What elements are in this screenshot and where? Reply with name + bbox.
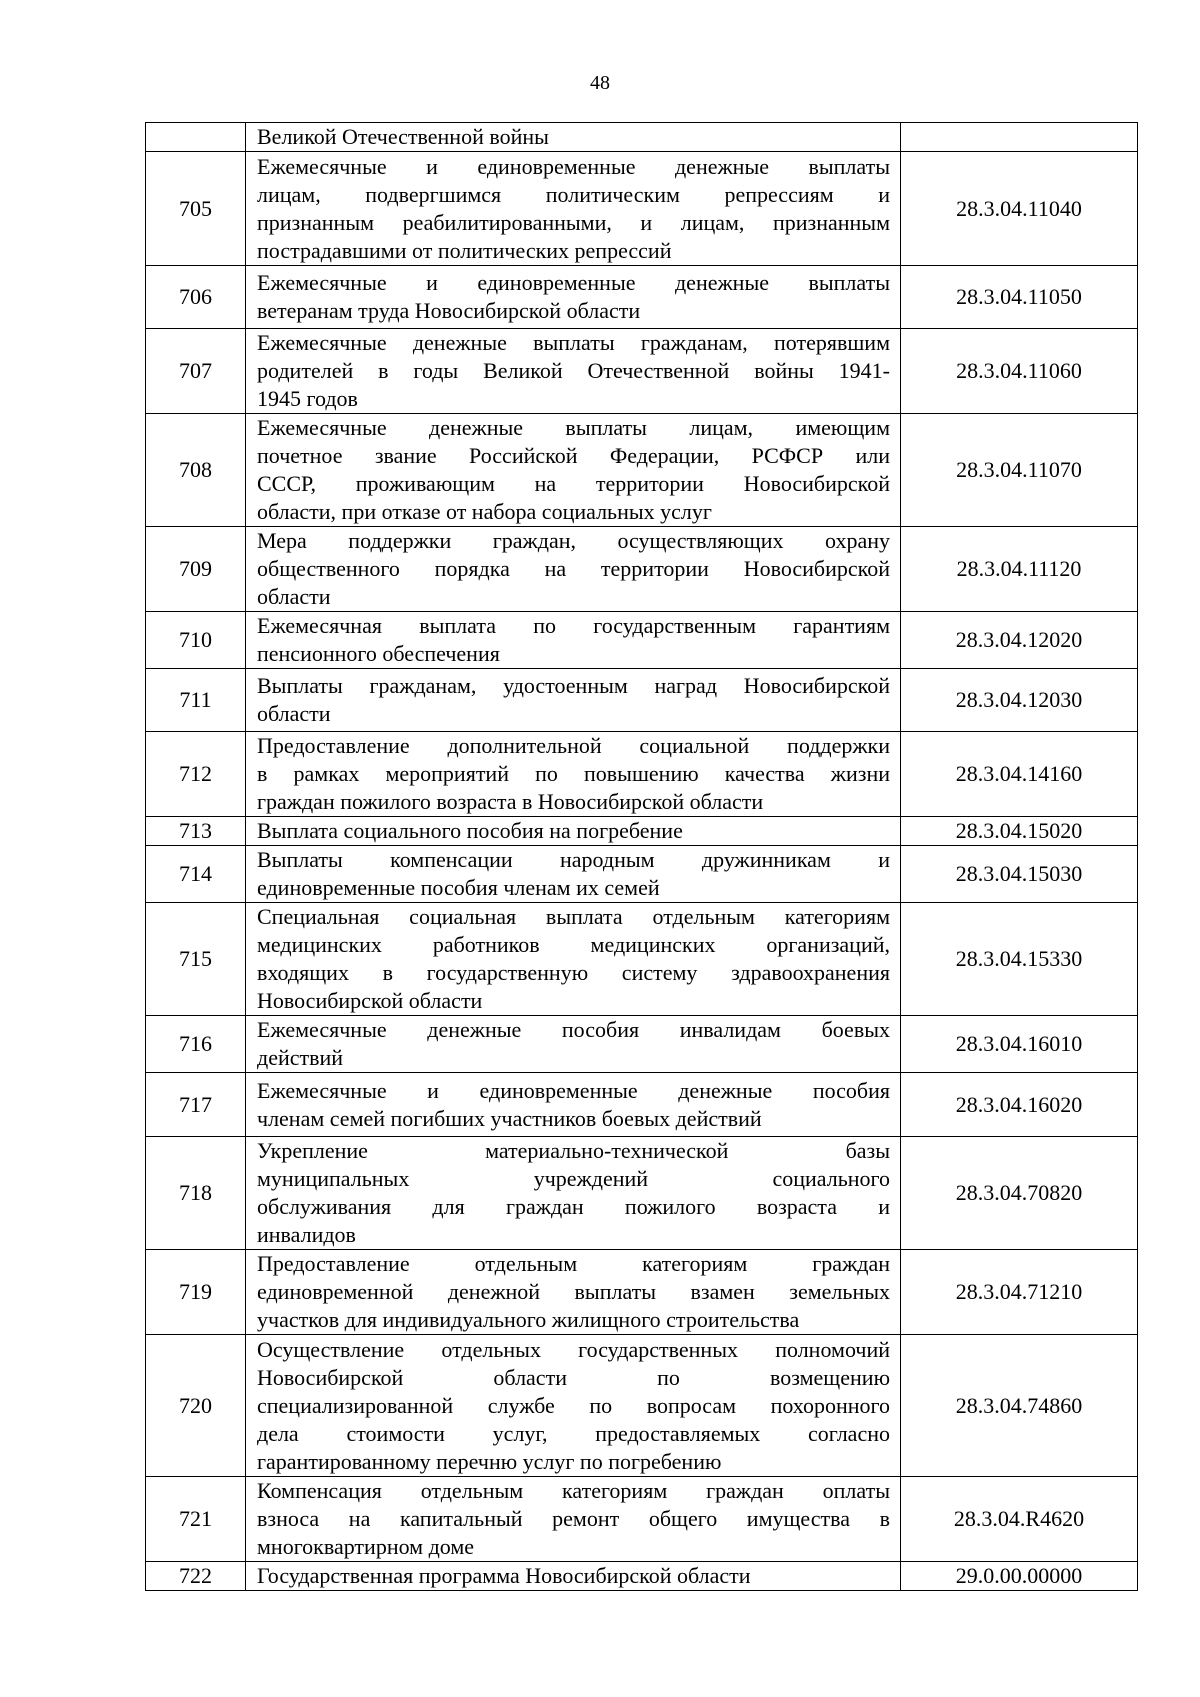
row-description (246, 414, 901, 527)
table-row (146, 1137, 1138, 1250)
description-line: пенсионного обеспечения (257, 641, 500, 666)
description-line: Ежемесячные денежные пособия инвалидам боевых (257, 1017, 890, 1042)
row-description (246, 1562, 901, 1591)
description-line: Выплаты компенсации народным дружинникам и (257, 847, 890, 872)
table-row (146, 527, 1138, 612)
description-line: граждан пожилого возраста в Новосибирской области (257, 789, 764, 814)
table-row (146, 123, 1138, 152)
row-description (246, 612, 901, 669)
row-code: 28.3.04.15020 (901, 817, 1138, 846)
description-line: Выплата социального пособия на погребение (257, 818, 683, 843)
description-line: членам семей погибших участников боевых действий (257, 1105, 762, 1131)
row-description (246, 527, 901, 612)
row-number: 714 (146, 846, 246, 903)
row-code: 28.3.04.70820 (901, 1137, 1138, 1250)
table-row (146, 329, 1138, 414)
table-row (146, 1335, 1138, 1477)
table-row (146, 152, 1138, 266)
row-code: 28.3.04.12020 (901, 612, 1138, 669)
description-line: медицинских работников медицинских организаций, (257, 932, 890, 957)
description-line: Государственная программа Новосибирской области (257, 1563, 751, 1588)
row-number: 708 (146, 414, 246, 527)
description-line: Осуществление отдельных государственных полномочий (257, 1336, 890, 1362)
description-line: многоквартирном доме (257, 1534, 475, 1559)
row-number: 713 (146, 817, 246, 846)
row-number: 720 (146, 1335, 246, 1477)
budget-classification-table (145, 122, 1138, 1591)
row-description (246, 732, 901, 817)
description-line: Новосибирской области (257, 988, 483, 1013)
row-code: 28.3.04.15030 (901, 846, 1138, 903)
table-row (146, 612, 1138, 669)
table-row (146, 1016, 1138, 1073)
description-line: области (257, 584, 331, 609)
row-description (246, 329, 901, 414)
description-line: участков для индивидуального жилищного строительства (257, 1307, 800, 1332)
row-number: 722 (146, 1562, 246, 1591)
row-description (246, 846, 901, 903)
row-number: 710 (146, 612, 246, 669)
row-code: 28.3.04.71210 (901, 1250, 1138, 1335)
description-line: Предоставление отдельным категориям граждан (257, 1251, 890, 1276)
description-line: области, при отказе от набора социальных услуг (257, 499, 712, 524)
row-code: 28.3.04.14160 (901, 732, 1138, 817)
description-line: единовременные пособия членам их семей (257, 875, 660, 900)
row-description (246, 1016, 901, 1073)
row-code: 28.3.04.R4620 (901, 1477, 1138, 1562)
row-code: 28.3.04.15330 (901, 903, 1138, 1016)
description-line: Ежемесячные и единовременные денежные пособия (257, 1077, 890, 1103)
table-row (146, 732, 1138, 817)
row-number: 717 (146, 1073, 246, 1137)
description-line: Ежемесячные денежные выплаты лицам, имеющим (257, 415, 890, 440)
description-line: Ежемесячная выплата по государственным гарантиям (257, 613, 890, 638)
row-code: 28.3.04.11120 (901, 527, 1138, 612)
description-line: родителей в годы Великой Отечественной войны 1941- (257, 358, 890, 383)
description-line: в рамках мероприятий по повышению качества жизни (257, 761, 890, 786)
row-number: 707 (146, 329, 246, 414)
description-line: обслуживания для граждан пожилого возраста и (257, 1194, 890, 1219)
table-row (146, 903, 1138, 1016)
description-line: Компенсация отдельным категориям граждан оплаты (257, 1478, 890, 1503)
row-number: 715 (146, 903, 246, 1016)
description-line: Ежемесячные и единовременные денежные выплаты (257, 270, 890, 295)
row-number: 711 (146, 669, 246, 732)
description-line: дела стоимости услуг, предоставляемых согласно (257, 1420, 890, 1446)
row-number (146, 123, 246, 152)
row-number: 709 (146, 527, 246, 612)
row-description (246, 152, 901, 266)
row-description (246, 123, 901, 152)
row-description (246, 1250, 901, 1335)
description-line: лицам, подвергшимся политическим репрессиям и (257, 181, 890, 207)
table-row (146, 1250, 1138, 1335)
description-line: действий (257, 1045, 344, 1070)
row-description (246, 1137, 901, 1250)
row-description (246, 817, 901, 846)
row-number: 716 (146, 1016, 246, 1073)
table-row (146, 669, 1138, 732)
row-code: 29.0.00.00000 (901, 1562, 1138, 1591)
row-number: 706 (146, 266, 246, 329)
description-line: Мера поддержки граждан, осуществляющих охрану (257, 528, 890, 553)
row-description (246, 1335, 901, 1477)
row-description (246, 903, 901, 1016)
row-code: 28.3.04.11050 (901, 266, 1138, 329)
row-number: 718 (146, 1137, 246, 1250)
description-line: Ежемесячные денежные выплаты гражданам, потерявшим (257, 330, 890, 355)
page-number: 48 (590, 72, 610, 94)
row-code: 28.3.04.11060 (901, 329, 1138, 414)
row-code: 28.3.04.16010 (901, 1016, 1138, 1073)
table-row (146, 1477, 1138, 1562)
description-line: муниципальных учреждений социального (257, 1166, 890, 1191)
table-body (146, 123, 1138, 1591)
description-line: взноса на капитальный ремонт общего имущества в (257, 1506, 890, 1531)
table-row (146, 414, 1138, 527)
table-row (146, 1073, 1138, 1137)
description-line: пострадавшими от политических репрессий (257, 237, 672, 263)
row-code (901, 123, 1138, 152)
description-line: почетное звание Российской Федерации, РСФСР или (257, 443, 890, 468)
row-description (246, 266, 901, 329)
row-code: 28.3.04.11070 (901, 414, 1138, 527)
row-number: 705 (146, 152, 246, 266)
row-code: 28.3.04.16020 (901, 1073, 1138, 1137)
row-description (246, 1477, 901, 1562)
table-row (146, 1562, 1138, 1591)
table-row (146, 266, 1138, 329)
description-line: Специальная социальная выплата отдельным категориям (257, 904, 890, 929)
row-number: 712 (146, 732, 246, 817)
description-line: Новосибирской области по возмещению (257, 1364, 890, 1390)
description-line: ветеранам труда Новосибирской области (257, 298, 641, 323)
description-line: общественного порядка на территории Новосибирской (257, 556, 890, 581)
description-line: гарантированному перечню услуг по погребению (257, 1448, 722, 1474)
row-code: 28.3.04.74860 (901, 1335, 1138, 1477)
description-line: единовременной денежной выплаты взамен земельных (257, 1279, 890, 1304)
description-line: специализированной службе по вопросам похоронного (257, 1392, 890, 1418)
row-number: 719 (146, 1250, 246, 1335)
description-line: Выплаты гражданам, удостоенным наград Новосибирской (257, 673, 890, 698)
row-code: 28.3.04.11040 (901, 152, 1138, 266)
description-line: входящих в государственную систему здравоохранения (257, 960, 890, 985)
description-line: Великой Отечественной войны (257, 124, 549, 149)
description-line: Ежемесячные и единовременные денежные выплаты (257, 153, 890, 179)
table-row (146, 846, 1138, 903)
description-line: области (257, 701, 331, 726)
row-number: 721 (146, 1477, 246, 1562)
description-line: СССР, проживающим на территории Новосибирской (257, 471, 890, 496)
description-line: признанным реабилитированными, и лицам, признанным (257, 209, 890, 235)
description-line: Укрепление материально-технической базы (257, 1138, 890, 1163)
description-line: инвалидов (257, 1222, 356, 1247)
description-line: 1945 годов (257, 386, 358, 411)
table-row (146, 817, 1138, 846)
description-line: Предоставление дополнительной социальной поддержки (257, 733, 890, 758)
row-description (246, 1073, 901, 1137)
row-description (246, 669, 901, 732)
row-code: 28.3.04.12030 (901, 669, 1138, 732)
